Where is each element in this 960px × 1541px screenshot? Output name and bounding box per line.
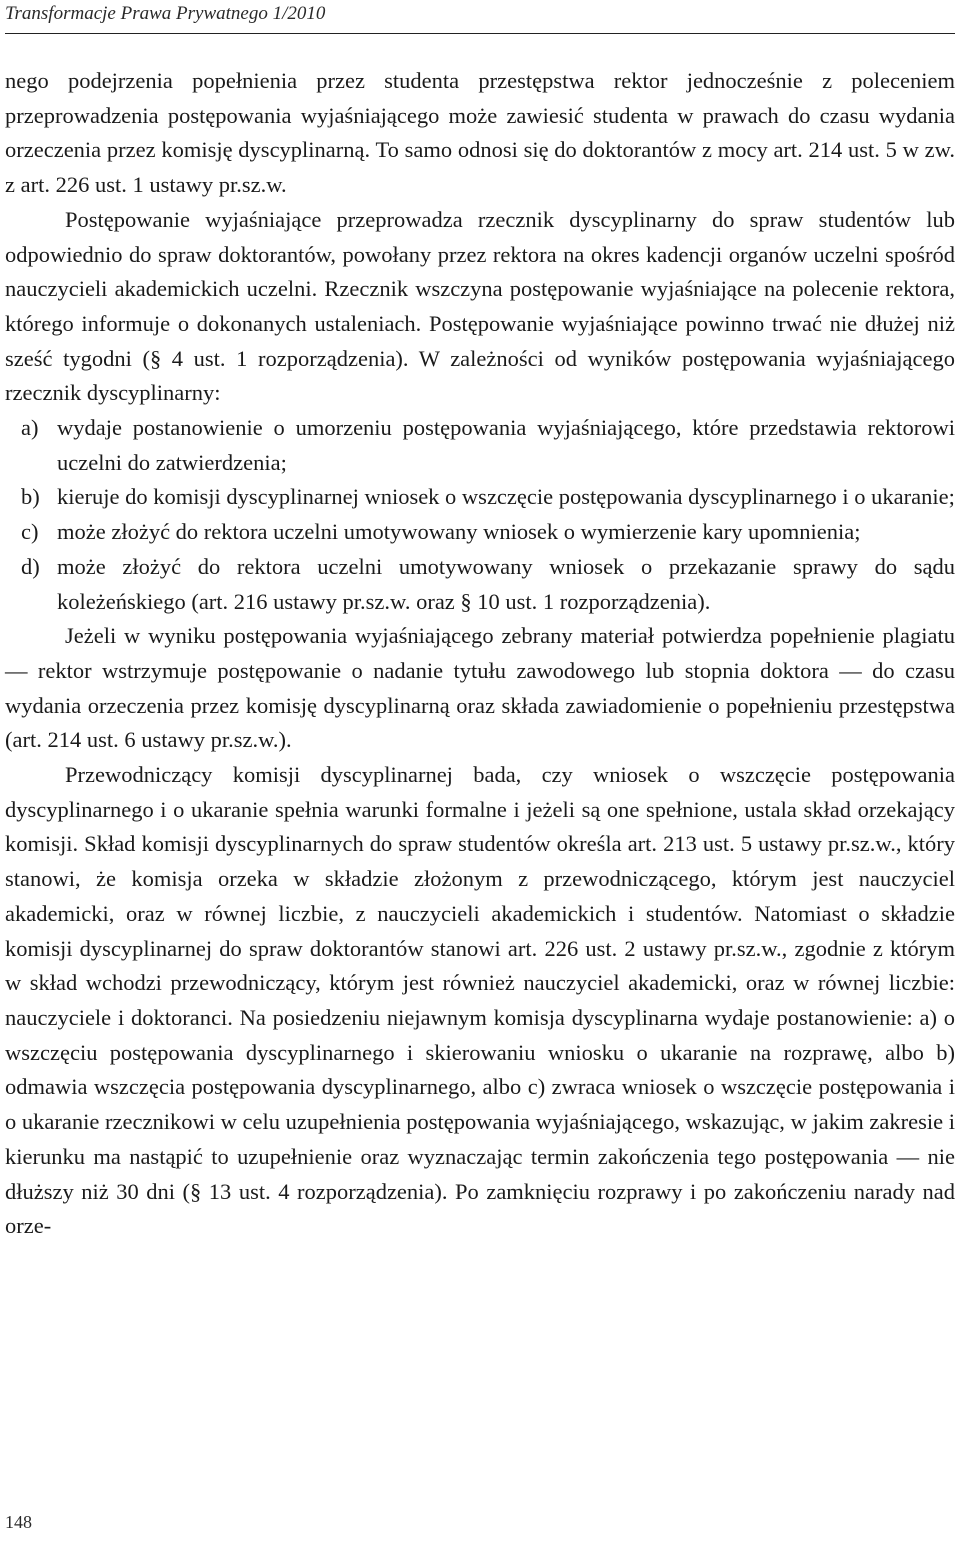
outcome-list <box>5 411 955 619</box>
paragraph-plagiarism: Jeżeli w wyniku postępowania wyjaśniającego zebrany materiał potwierdza popełnienie plagiatu — rektor wstrzymuje postępowanie o nadanie tytułu zawodowego lub stopnia doktora — do czasu wydania orzeczenia przez komisję dyscyplinarną oraz składa zawiadomienie o popełnieniu przestępstwa (art. 214 ust. 6 ustawy pr.sz.w.). <box>5 623 955 753</box>
list-item <box>5 411 955 480</box>
list-item-text: może złożyć do rektora uczelni umotywowany wniosek o wymierzenie kary upomnienia; <box>57 519 861 545</box>
header-rule <box>5 33 955 34</box>
paragraph-commission: Przewodniczący komisji dyscyplinarnej bada, czy wniosek o wszczęcie postępowania dyscyplinarnego i o ukaranie spełnia warunki formalne i jeżeli są one spełnione, ustala skład orzekający komisji. Skład komisji dyscyplinarnych do spraw studentów określa art. 213 ust. 5 ustawy pr.sz.w., który stanowi, że komisja orzeka w składzie złożonym z przewodniczącego, którym jest nauczyciel akademicki, oraz w równej liczbie, z nauczycieli akademickich i studentów. Natomiast o składzie komisji dyscyplinarnej do spraw doktorantów stanowi art. 226 ust. 2 ustawy pr.sz.w., zgodnie z którym w skład wchodzi przewodniczący, którym jest również nauczyciel akademicki, oraz w równej liczbie: nauczyciele i doktoranci. Na posiedzeniu niejawnym komisja dyscyplinarna wydaje postanowienie: a) o wszczęciu postępowania dyscyplinarnego i skierowaniu wniosku o ukaranie na rozprawę, albo b) odmawia wszczęcia postępowania dyscyplinarnego, albo c) zwraca wniosek o wszczęcie postępowania i o ukaranie rzecznikowi w celu uzupełnienia postępowania wyjaśniającego, wskazując, w jakim zakresie i kierunku ma nastąpić to uzupełnienie oraz wyznaczając termin zakończenia tego postępowania — nie dłuższy niż 30 dni (§ 13 ust. 4 rozporządzenia). Po zamknięciu rozprawy i po zakończeniu narady nad orze- <box>5 762 955 1239</box>
list-item <box>5 515 955 550</box>
list-item-text: może złożyć do rektora uczelni umotywowany wniosek o przekazanie sprawy do sądu koleżeńskiego (art. 216 ustawy pr.sz.w. oraz § 10 ust. 1 rozporządzenia). <box>57 553 955 614</box>
list-marker: c) <box>21 519 39 545</box>
list-item-text: kieruje do komisji dyscyplinarnej wniosek o wszczęcie postępowania dyscyplinarnego i o ukaranie; <box>57 484 955 510</box>
list-marker: d) <box>21 553 40 579</box>
page-number: 148 <box>5 1512 32 1532</box>
page-body <box>5 64 955 1244</box>
paragraph-explanatory-proceedings: Postępowanie wyjaśniające przeprowadza rzecznik dyscyplinarny do spraw studentów lub odpowiednio do spraw doktorantów, powołany przez rektora na okres kadencji organów uczelni spośród nauczycieli akademickich uczelni. Rzecznik wszczyna postępowanie wyjaśniające na polecenie rektora, którego informuje o dokonanych ustaleniach. Postępowanie wyjaśniające powinno trwać nie dłużej niż sześć tygodni (§ 4 ust. 1 rozporządzenia). W zależności od wyników postępowania wyjaśniającego rzecznik dyscyplinarny: <box>5 206 955 406</box>
list-item <box>5 550 955 619</box>
paragraph-continued: nego podejrzenia popełnienia przez studenta przestępstwa rektor jednocześnie z poleceniem przeprowadzenia postępowania wyjaśniającego może zawiesić studenta w prawach do czasu wydania orzeczenia przez komisję dyscyplinarną. To samo odnosi się do doktorantów z mocy art. 214 ust. 5 w zw. z art. 226 ust. 1 ustawy pr.sz.w. <box>5 68 955 198</box>
running-head: Transformacje Prawa Prywatnego 1/2010 <box>5 3 326 24</box>
list-item-text: wydaje postanowienie o umorzeniu postępowania wyjaśniającego, które przedstawia rektorowi uczelni do zatwierdzenia; <box>57 415 955 475</box>
list-item <box>5 480 955 515</box>
list-marker: b) <box>21 484 40 510</box>
list-marker: a) <box>21 415 39 441</box>
